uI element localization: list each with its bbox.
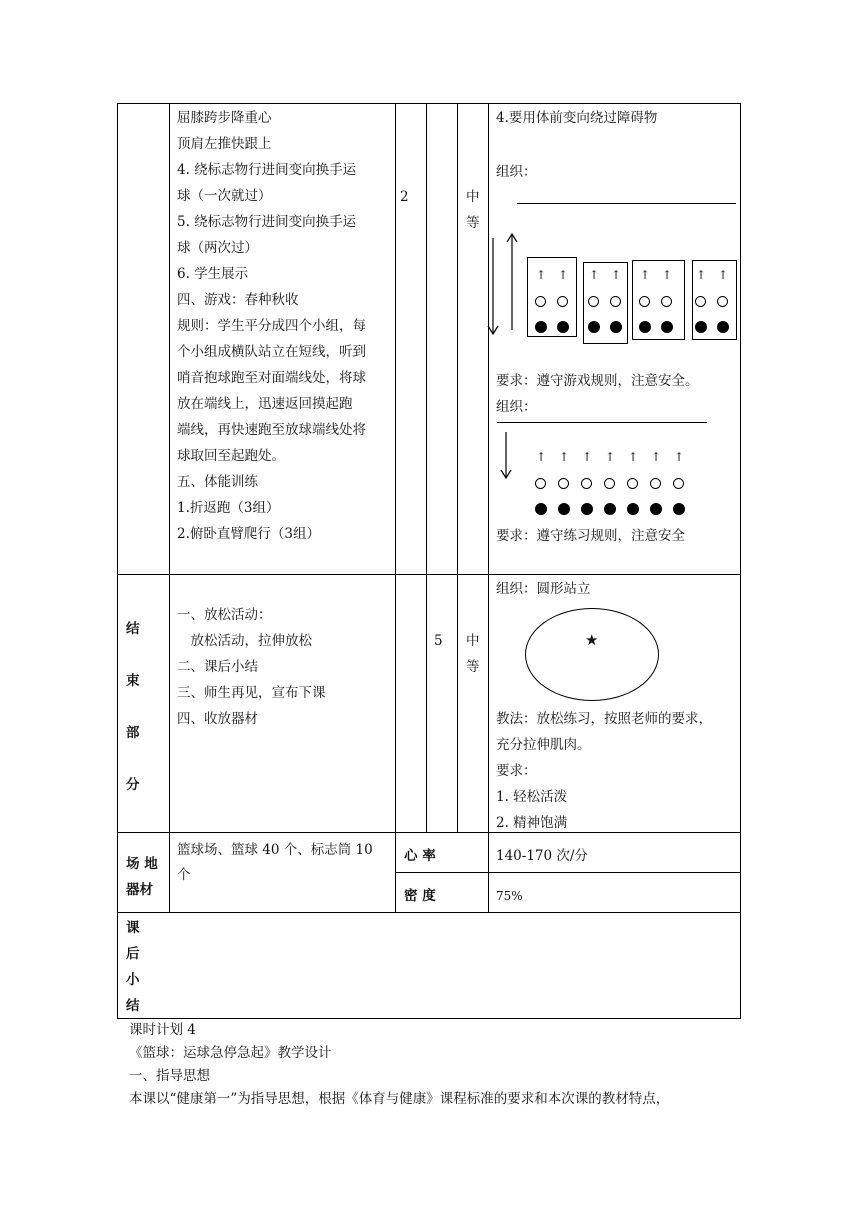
content-line: 哨音抱球跑至对面端线处，将球 xyxy=(177,370,366,386)
upper-count: 2 xyxy=(400,189,409,205)
ball-dot xyxy=(588,321,600,333)
end-intensity-2: 等 xyxy=(466,659,480,675)
end-req-label: 要求： xyxy=(496,763,537,779)
table-border-row-3 xyxy=(117,912,740,913)
table-col-1 xyxy=(169,103,170,913)
down-arrow-icon xyxy=(499,430,513,480)
player-ring xyxy=(627,478,638,489)
ball-dot xyxy=(535,503,547,515)
equipment-line: 个 xyxy=(177,867,191,883)
up-arrow-icon: ↑ xyxy=(640,268,651,282)
content-line: 规则：学生平分成四个小组，每 xyxy=(177,318,366,334)
summary-label-char: 小 xyxy=(126,972,140,988)
content-line: 4. 绕标志物行进间变向换手运 xyxy=(177,162,357,178)
content-line: 球（两次过） xyxy=(177,240,258,256)
end-req-item: 2. 精神饱满 xyxy=(496,815,568,831)
down-arrow-icon xyxy=(486,236,500,336)
player-ring xyxy=(673,478,684,489)
table-col-4 xyxy=(457,103,458,833)
ball-dot xyxy=(695,321,707,333)
up-arrow-icon: ↑ xyxy=(605,450,616,464)
content-line: 球取回至起跑处。 xyxy=(177,448,285,464)
section-label-char: 结 xyxy=(126,621,140,637)
ball-dot xyxy=(661,321,673,333)
content-line: 顶肩左推快跟上 xyxy=(177,136,272,152)
requirement-2: 要求：遵守练习规则，注意安全 xyxy=(496,528,685,544)
up-arrow-icon: ↑ xyxy=(536,268,547,282)
section-label-char: 分 xyxy=(126,777,140,793)
table-border-left xyxy=(117,103,118,1019)
player-ring xyxy=(639,296,650,307)
content-line: 球（一次就过） xyxy=(177,188,272,204)
end-content-line: 二、课后小结 xyxy=(177,659,258,675)
player-ring xyxy=(610,296,621,307)
star-icon: ★ xyxy=(585,631,599,649)
content-line: 五、体能训练 xyxy=(177,474,258,490)
up-arrow-icon: ↑ xyxy=(718,268,729,282)
table-col-2 xyxy=(395,103,396,913)
ball-dot xyxy=(557,321,569,333)
up-arrow-icon: ↑ xyxy=(559,450,570,464)
end-time: 5 xyxy=(434,633,443,649)
player-ring xyxy=(588,296,599,307)
player-ring xyxy=(581,478,592,489)
up-arrow-icon: ↑ xyxy=(651,450,662,464)
content-line: 5. 绕标志物行进间变向换手运 xyxy=(177,214,357,230)
end-line xyxy=(517,203,736,204)
density-value: 75% xyxy=(496,889,523,903)
heart-rate-value: 140-170 次/分 xyxy=(496,848,588,864)
plan-number: 课时计划 4 xyxy=(129,1022,196,1038)
ball-dot xyxy=(581,503,593,515)
ball-dot xyxy=(558,503,570,515)
up-arrow-icon: ↑ xyxy=(696,268,707,282)
content-line: 1.折返跑（3组） xyxy=(177,500,280,516)
method-line: 教法：放松练习，按照老师的要求， xyxy=(496,711,712,727)
player-ring xyxy=(717,296,728,307)
ball-dot xyxy=(610,321,622,333)
equipment-line: 篮球场、篮球 40 个、标志筒 10 xyxy=(177,842,373,858)
method-line: 充分拉伸肌肉。 xyxy=(496,737,591,753)
ball-dot xyxy=(673,503,685,515)
player-ring xyxy=(535,478,546,489)
content-line: 个小组成横队站立在短线，听到 xyxy=(177,344,366,360)
end-line xyxy=(497,422,707,423)
org-label-1: 组织： xyxy=(496,164,537,180)
end-content-line: 放松活动，拉伸放松 xyxy=(177,633,312,649)
up-arrow-icon: ↑ xyxy=(662,268,673,282)
content-line: 屈膝跨步降重心 xyxy=(177,110,272,126)
player-ring xyxy=(535,296,546,307)
density-label: 密 度 xyxy=(404,888,436,904)
up-arrow-icon: ↑ xyxy=(611,268,622,282)
section-label-char: 部 xyxy=(126,725,140,741)
ball-dot xyxy=(650,503,662,515)
table-border-row-3a xyxy=(395,872,740,873)
player-ring xyxy=(558,478,569,489)
table-col-3 xyxy=(426,103,427,833)
circle-formation xyxy=(525,608,659,701)
end-content-line: 一、放松活动： xyxy=(177,607,272,623)
ball-dot xyxy=(627,503,639,515)
upper-intensity-1: 中 xyxy=(466,189,480,205)
summary-label-char: 结 xyxy=(126,998,140,1014)
content-line: 放在端线上，迅速返回摸起跑 xyxy=(177,396,353,412)
ball-dot xyxy=(717,321,729,333)
content-line: 四、游戏：春种秋收 xyxy=(177,292,299,308)
ball-dot xyxy=(639,321,651,333)
up-arrow-icon: ↑ xyxy=(536,450,547,464)
venue-label-1: 场 地 xyxy=(126,856,158,872)
player-ring xyxy=(695,296,706,307)
summary-label-char: 课 xyxy=(126,920,140,936)
section-label-char: 束 xyxy=(126,673,140,689)
heart-rate-label: 心 率 xyxy=(404,848,436,864)
player-ring xyxy=(661,296,672,307)
player-ring xyxy=(650,478,661,489)
section-heading: 一、指导思想 xyxy=(129,1068,210,1084)
end-content-line: 三、师生再见，宣布下课 xyxy=(177,685,326,701)
end-content-line: 四、收放器材 xyxy=(177,711,258,727)
ball-dot xyxy=(535,321,547,333)
table-border-bottom xyxy=(117,1018,740,1019)
table-border-right xyxy=(740,103,741,1019)
table-border-row-2 xyxy=(117,832,740,833)
org-label-2: 组织： xyxy=(496,399,537,415)
requirement-1: 要求：遵守游戏规则，注意安全。 xyxy=(496,373,699,389)
table-col-5 xyxy=(488,103,489,913)
table-border-top xyxy=(117,103,740,104)
summary-label-char: 后 xyxy=(126,946,140,962)
up-arrow-icon: ↑ xyxy=(582,450,593,464)
player-ring xyxy=(557,296,568,307)
table-border-row-1 xyxy=(117,574,740,575)
venue-label-2: 器材 xyxy=(126,882,153,898)
end-intensity-1: 中 xyxy=(466,633,480,649)
paragraph: 本课以“健康第一”为指导思想，根据《体育与健康》课程标准的要求和本次课的教材特点， xyxy=(129,1091,670,1107)
content-line: 6. 学生展示 xyxy=(177,266,249,282)
up-arrow-icon: ↑ xyxy=(589,268,600,282)
up-arrow-icon xyxy=(505,232,519,332)
content-line: 2.俯卧直臂爬行（3组） xyxy=(177,526,320,542)
end-req-item: 1. 轻松活泼 xyxy=(496,789,568,805)
design-title: 《篮球：运球急停急起》教学设计 xyxy=(129,1045,332,1061)
notes-top: 4.要用体前变向绕过障碍物 xyxy=(496,110,658,126)
up-arrow-icon: ↑ xyxy=(674,450,685,464)
up-arrow-icon: ↑ xyxy=(558,268,569,282)
content-line: 端线，再快速跑至放球端线处将 xyxy=(177,422,366,438)
end-org-label: 组织：圆形站立 xyxy=(496,581,591,597)
ball-dot xyxy=(604,503,616,515)
upper-intensity-2: 等 xyxy=(466,215,480,231)
up-arrow-icon: ↑ xyxy=(628,450,639,464)
player-ring xyxy=(604,478,615,489)
